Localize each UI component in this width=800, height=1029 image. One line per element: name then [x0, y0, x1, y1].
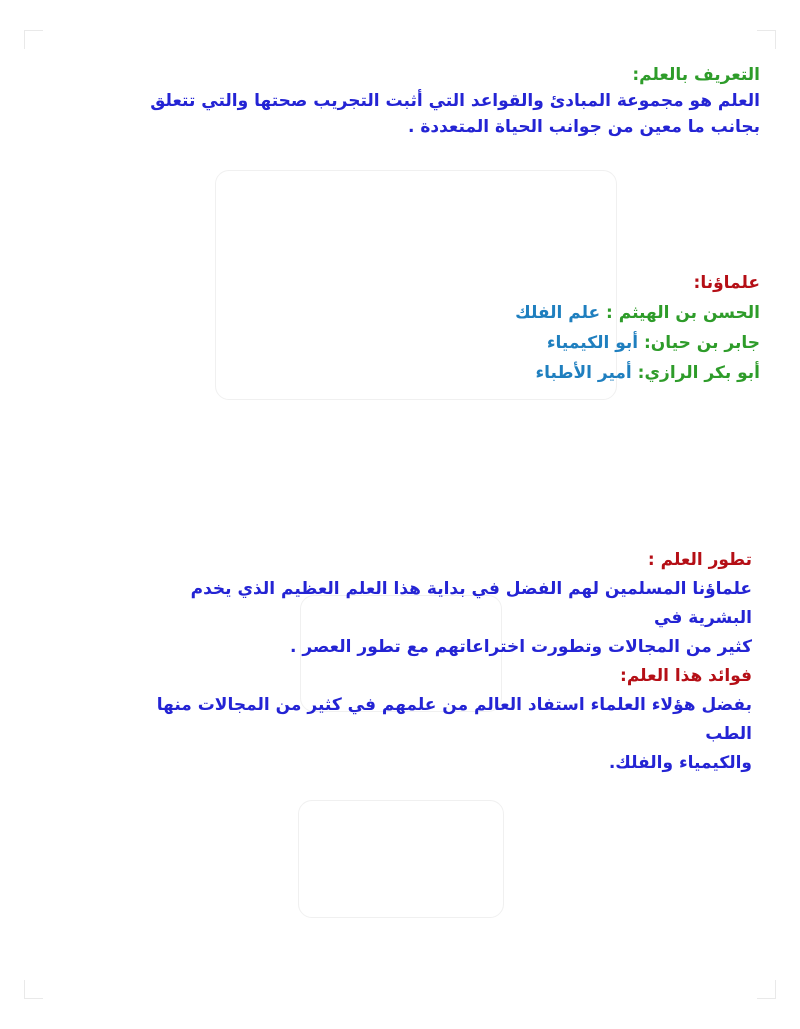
scholars-section	[40, 268, 760, 388]
scholar-item	[40, 298, 760, 328]
page-corner-mark	[24, 980, 43, 999]
definition-section	[40, 62, 760, 140]
evolution-heading: تطور العلم :	[647, 550, 752, 570]
definition-line-1: العلم هو مجموعة المبادئ والقواعد التي أثبت التجريب صحتها والتي تتعلق	[150, 91, 760, 111]
scholars-heading: علماؤنا:	[693, 273, 760, 293]
page-corner-mark	[24, 30, 43, 49]
scholar-name: جابر بن حيان:	[638, 333, 760, 353]
benefits-heading: فوائد هذا العلم:	[620, 666, 752, 686]
benefits-line-1: بفضل هؤلاء العلماء استفاد العالم من علمهم في كثير من المجالات منها الطب	[156, 695, 752, 744]
scholar-name: أبو بكر الرازي:	[631, 363, 760, 383]
evolution-line-1: علماؤنا المسلمين لهم الفضل في بداية هذا العلم العظيم الذي يخدم البشرية في	[190, 579, 752, 628]
scholar-title: علم الفلك	[515, 303, 601, 323]
scholar-title: أمير الأطباء	[535, 363, 632, 383]
scholar-title: أبو الكيمياء	[546, 333, 639, 353]
faint-background-box	[298, 800, 504, 918]
scholar-item	[40, 328, 760, 358]
evolution-benefits-section	[132, 546, 752, 778]
page-corner-mark	[757, 980, 776, 999]
page-corner-mark	[757, 30, 776, 49]
benefits-line-2: والكيمياء والفلك.	[608, 753, 752, 773]
evolution-line-2: كثير من المجالات وتطورت اختراعاتهم مع تطور العصر .	[289, 637, 752, 657]
scholar-name: الحسن بن الهيثم :	[600, 303, 760, 323]
definition-line-2: بجانب ما معين من جوانب الحياة المتعددة .	[407, 117, 760, 137]
definition-heading: التعريف بالعلم:	[632, 65, 760, 85]
scholar-item	[40, 358, 760, 388]
